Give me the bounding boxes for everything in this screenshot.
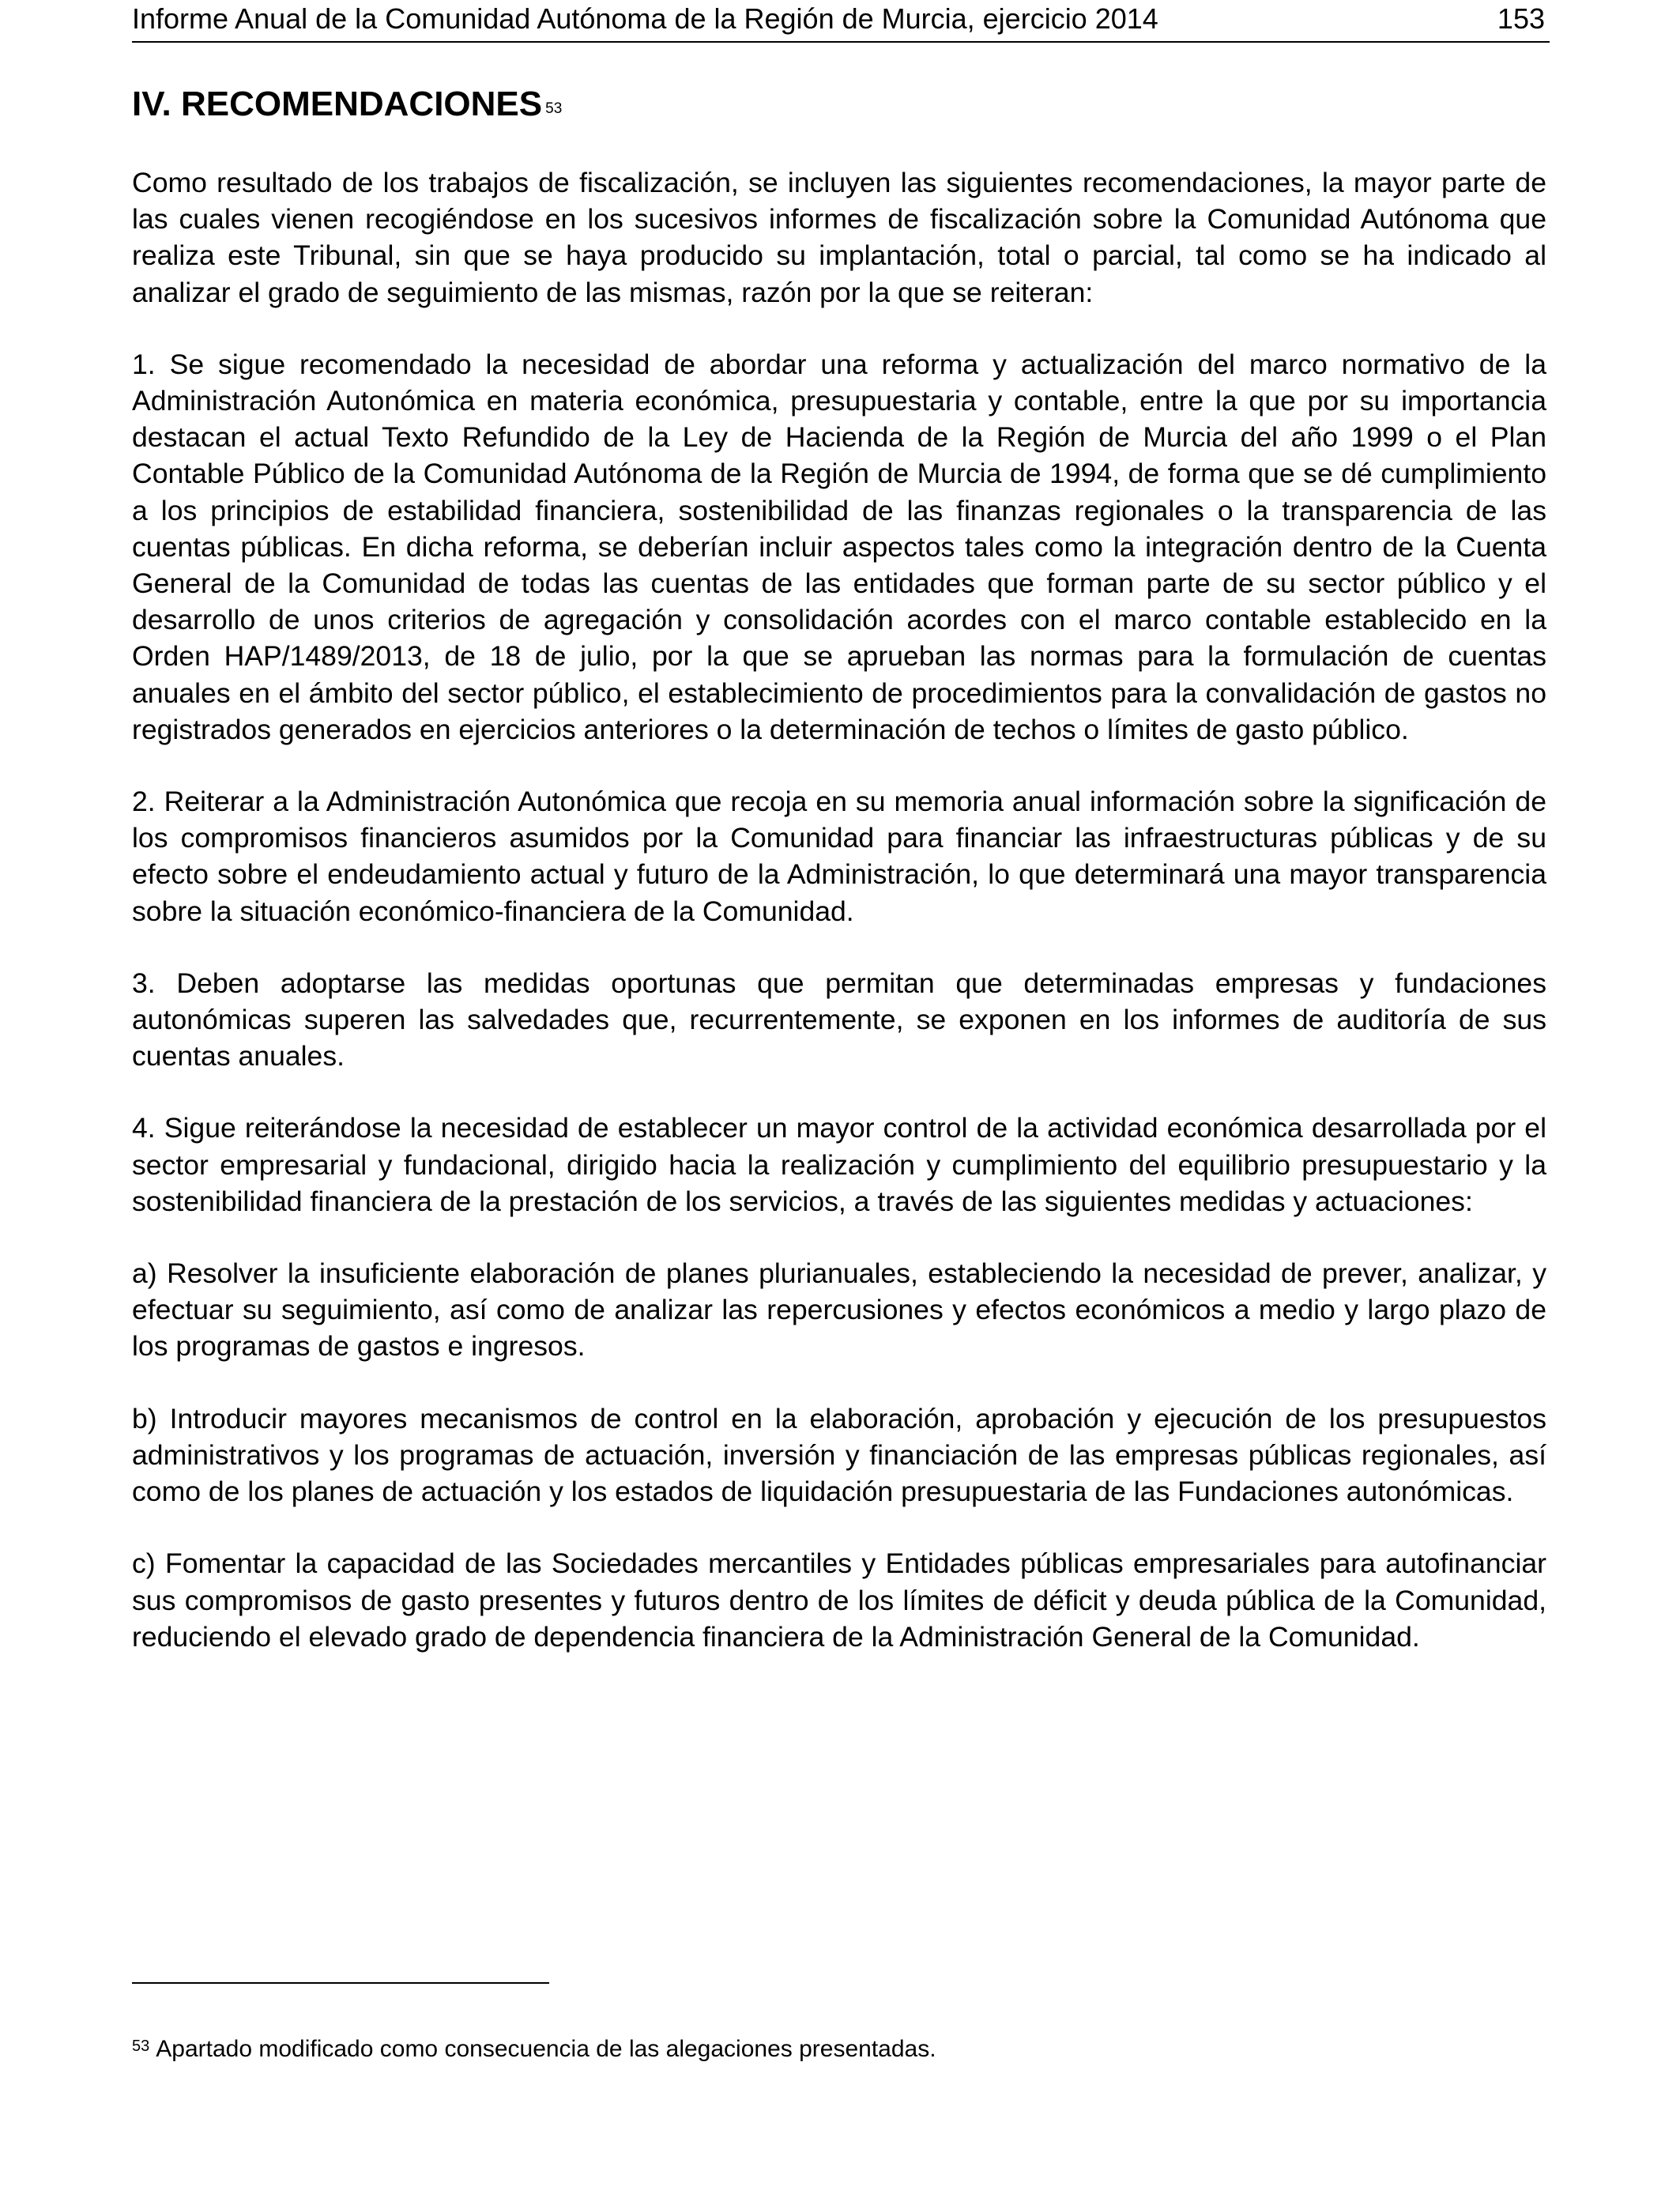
footnote — [132, 2034, 936, 2064]
header-title: Informe Anual de la Comunidad Autónoma de la Región de Murcia, ejercicio 2014 — [132, 2, 1158, 35]
body-text — [132, 164, 1546, 1691]
footnote-reference[interactable]: 53 — [545, 100, 563, 117]
recommendation-4b: b) Introducir mayores mecanismos de control en la elaboración, aprobación y ejecución de los presupuestos administrativos y los programas de actuación, inversión y financiación de las empresas públicas regionales, así como de los planes de actuación y los estados de liquidación presupuestaria de las Fundaciones autonómicas. — [132, 1402, 1546, 1508]
recommendation-1: 1. Se sigue recomendado la necesidad de abordar una reforma y actualización del marco normativo de la Administración Autonómica en materia económica, presupuestaria y contable, entre la que por su importancia destacan el actual Texto Refundido de la Ley de Hacienda de la Región de Murcia del año 1999 o el Plan Contable Público de la Comunidad Autónoma de la Región de Murcia de 1994, de forma que se dé cumplimiento a los principios de estabilidad financiera, sostenibilidad de las finanzas regionales o la transparencia de las cuentas públicas. En dicha reforma, se deberían incluir aspectos tales como la integración dentro de la Cuenta General de la Comunidad de todas las cuentas de las entidades que forman parte de su sector público y el desarrollo de unos criterios de agregación y consolidación acordes con el marco contable establecido en la Orden HAP/1489/2013, de 18 de julio, por la que se aprueban las normas para la formulación de cuentas anuales en el ámbito del sector público, el establecimiento de procedimientos para la convalidación de gastos no registrados generados en ejercicios anteriores o la determinación de techos o límites de gasto público. — [132, 348, 1546, 745]
recommendation-3: 3. Deben adoptarse las medidas oportunas que permitan que determinadas empresas y fundaciones autonómicas superen las salvedades que, recurrentemente, se exponen en los informes de auditoría de sus cuentas anuales. — [132, 967, 1546, 1072]
footnote-text: Apartado modificado como consecuencia de las alegaciones presentadas. — [156, 2036, 936, 2062]
recommendation-2: 2. Reiterar a la Administración Autonómica que recoja en su memoria anual información sobre la significación de los compromisos financieros asumidos por la Comunidad para financiar las infraestructuras públicas y de su efecto sobre el endeudamiento actual y futuro de la Administración, lo que determinará una mayor transparencia sobre la situación económico-financiera de la Comunidad. — [132, 786, 1546, 927]
page-number: 153 — [1497, 2, 1545, 35]
footnote-number: 53 — [132, 2038, 150, 2055]
page-header — [132, 0, 1550, 43]
intro-paragraph: Como resultado de los trabajos de fiscalización, se incluyen las siguientes recomendaciones, la mayor parte de las cuales vienen recogiéndose en los sucesivos informes de fiscalización sobre la Comunidad Autónoma que realiza este Tribunal, sin que se haya producido su implantación, total o parcial, tal como se ha indicado al analizar el grado de seguimiento de las mismas, razón por la que se reiteran: — [132, 167, 1546, 308]
section-heading — [132, 82, 562, 126]
footnote-divider — [132, 1982, 549, 1984]
section-title-text: IV. RECOMENDACIONES — [132, 85, 543, 123]
recommendation-4: 4. Sigue reiterándose la necesidad de establecer un mayor control de la actividad económica desarrollada por el sector empresarial y fundacional, dirigido hacia la realización y cumplimiento del equilibrio presupuestario y la sostenibilidad financiera de la prestación de los servicios, a través de las siguientes medidas y actuaciones: — [132, 1112, 1546, 1217]
recommendation-4a: a) Resolver la insuficiente elaboración de planes plurianuales, estableciendo la necesidad de prever, analizar, y efectuar su seguimiento, así como de analizar las repercusiones y efectos económicos a medio y largo plazo de los programas de gastos e ingresos. — [132, 1257, 1546, 1363]
recommendation-4c: c) Fomentar la capacidad de las Sociedades mercantiles y Entidades públicas empresariales para autofinanciar sus compromisos de gasto presentes y futuros dentro de los límites de déficit y deuda pública de la Comunidad, reduciendo el elevado grado de dependencia financiera de la Administración General de la Comunidad. — [132, 1547, 1546, 1653]
